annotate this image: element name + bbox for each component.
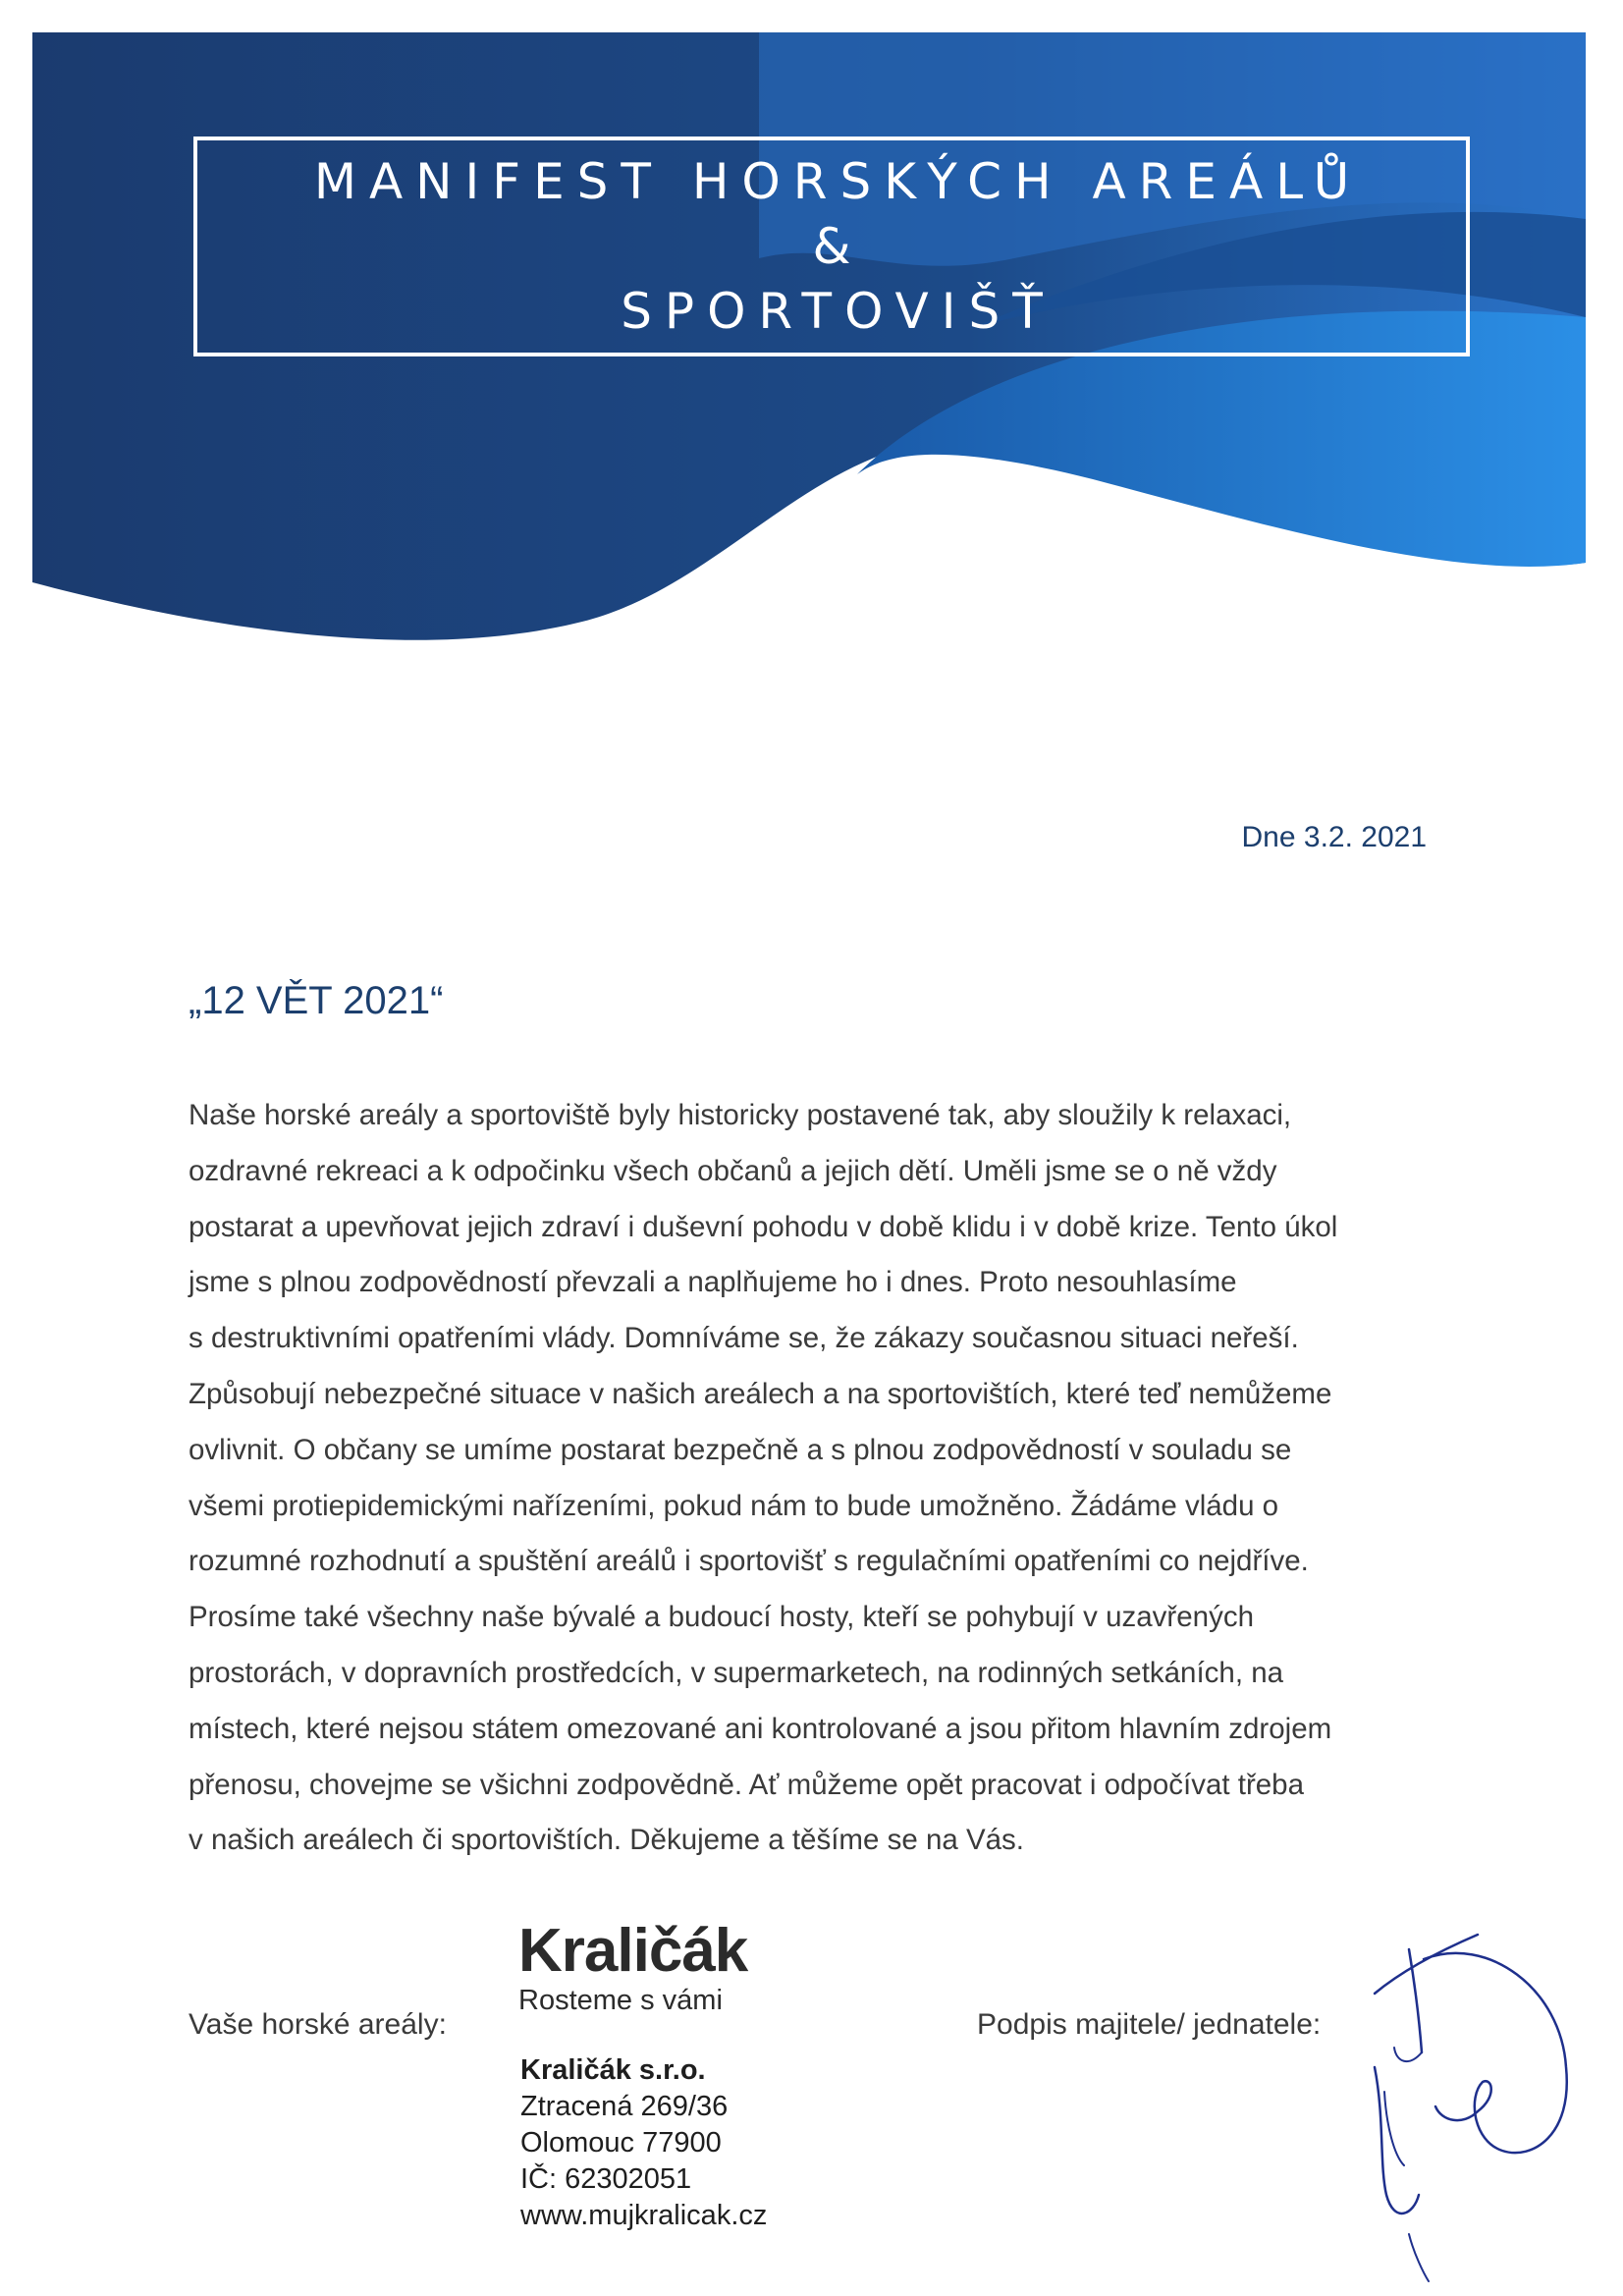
areas-label: Vaše horské areály: <box>189 2008 447 2041</box>
signature-label: Podpis majitele/ jednatele: <box>977 2008 1322 2041</box>
body-line: Prosíme také všechny naše bývalé a budoucí hosty, kteří se pohybují v uzavřených <box>189 1601 1254 1634</box>
title-line-2: & <box>812 218 864 275</box>
body-paragraph <box>189 1088 1455 1869</box>
company-street: Ztracená 269/36 <box>520 2091 729 2122</box>
company-id: IČ: 62302051 <box>520 2163 692 2195</box>
body-line: postarat a upevňovat jejich zdraví i duševní pohodu v době klidu i v době krize. Tento úkol <box>189 1210 1338 1243</box>
body-line: místech, které nejsou státem omezované ani kontrolované a jsou přitom hlavním zdrojem <box>189 1712 1332 1745</box>
company-website: www.mujkralicak.cz <box>520 2200 768 2231</box>
document-title <box>193 137 1470 356</box>
body-line: ozdravné rekreaci a k odpočinku všech občanů a jejich dětí. Uměli jsme se o ně vždy <box>189 1154 1277 1187</box>
body-line: všemi protiepidemickými nařízeními, pokud nám to bude umožněno. Žádáme vládu o <box>189 1489 1279 1522</box>
company-city: Olomouc 77900 <box>520 2127 722 2159</box>
document-date: Dne 3.2. 2021 <box>1241 821 1427 853</box>
body-line: jsme s plnou zodpovědností převzali a naplňujeme ho i dnes. Proto nesouhlasíme <box>189 1266 1237 1299</box>
body-line: s destruktivními opatřeními vlády. Domníváme se, že zákazy současnou situaci neřeší. <box>189 1322 1299 1355</box>
title-line-3: SPORTOVIŠŤ <box>621 283 1055 340</box>
body-line: v našich areálech či sportovištích. Děkujeme a těšíme se na Vás. <box>189 1824 1024 1857</box>
body-line: přenosu, chovejme se všichni zodpovědně. Ať můžeme opět pracovat i odpočívat třeba <box>189 1768 1304 1801</box>
company-logo <box>518 1917 748 2018</box>
body-line: rozumné rozhodnutí a spuštění areálů i sportovišť s regulačními opatřeními co nejdříve. <box>189 1545 1309 1578</box>
company-name: Kraličák s.r.o. <box>520 2054 706 2086</box>
company-address <box>520 2052 767 2234</box>
handwritten-signature <box>1316 1920 1623 2283</box>
logo-name: Kraličák <box>518 1917 748 1985</box>
section-heading: „12 VĚT 2021“ <box>189 979 444 1022</box>
body-line: Naše horské areály a sportoviště byly historicky postavené tak, aby sloužily k relaxaci, <box>189 1099 1292 1131</box>
logo-slogan: Rosteme s vámi <box>518 1985 723 2016</box>
title-line-1: MANIFEST HORSKÝCH AREÁLŮ <box>313 153 1363 210</box>
body-line: prostorách, v dopravních prostředcích, v supermarketech, na rodinných setkáních, na <box>189 1656 1284 1689</box>
body-line: ovlivnit. O občany se umíme postarat bezpečně a s plnou zodpovědností v souladu se <box>189 1433 1292 1466</box>
body-line: Způsobují nebezpečné situace v našich areálech a na sportovištích, které teď nemůžeme <box>189 1377 1332 1410</box>
